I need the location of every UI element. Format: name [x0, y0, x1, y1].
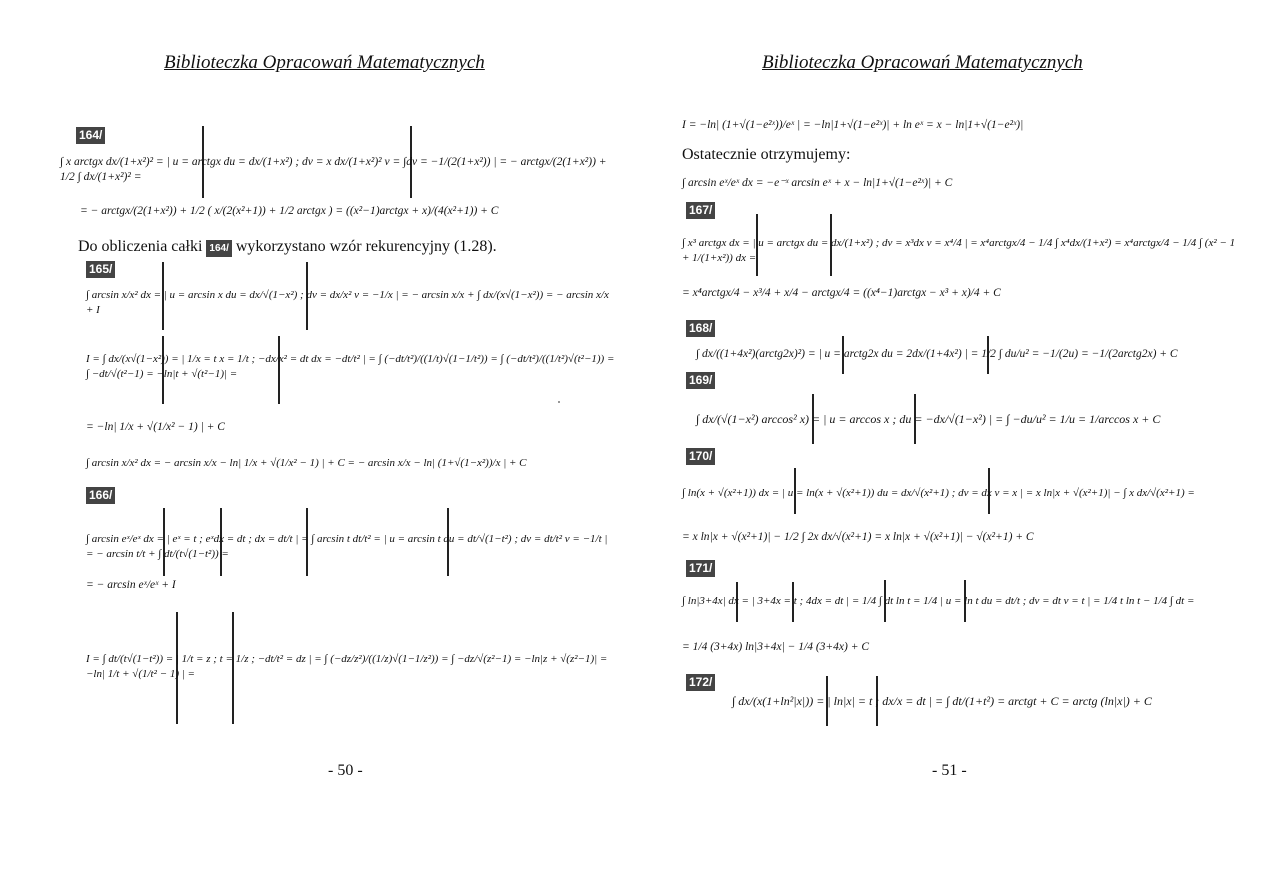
problem-number-badge: 165/: [86, 261, 115, 278]
equation-line: ∫ arcsin eˣ/eˣ dx = | eˣ = t ; eˣdx = dt ; dx = dt/t | = ∫ arcsin t dt/t² = | u = arcsin t du = dt/√(1−t²) ; dv = dt/t² v = −1/t | = − arcsin t/t + ∫ dt/(t√(1−t²)) =: [86, 533, 608, 560]
equation-line: ∫ x arctgx dx/(1+x²)² = | u = arctgx du = dx/(1+x²) ; dv = x dx/(1+x²)² v = ∫dv = −1/(2(1+x²)) | = − arctgx/(2(1+x²)) + 1/2 ∫ dx/(1+x²)² =: [60, 156, 607, 183]
problem-reference-badge: 164/: [206, 240, 231, 257]
page-header: Biblioteczka Opracowań Matematycznych: [164, 52, 485, 73]
problem-number-badge: 170/: [686, 448, 715, 465]
problem-number-badge: 169/: [686, 372, 715, 389]
problem-number-badge: 167/: [686, 202, 715, 219]
explanation-text: [78, 238, 497, 257]
equation-line: I = ∫ dx/(x√(1−x²)) = | 1/x = t x = 1/t ; −dx/x² = dt dx = −dt/t² | = ∫ (−dt/t²)/((1/t)√(1−1/t²)) = ∫ (−dt/t²)/((1/t²)√(t²−1)) = ∫ −dt/√(t²−1) = −ln|t + √(t²−1)| =: [86, 353, 615, 380]
equation-line: ∫ x³ arctgx dx = | u = arctgx du = dx/(1+x²) ; dv = x³dx v = x⁴/4 | = x⁴arctgx/4 − 1/4 ∫ x⁴dx/(1+x²) = x⁴arctgx/4 − 1/4 ∫ (x² − 1 + 1/(1+x²)) dx =: [682, 237, 1236, 264]
equation-line: ∫ ln|3+4x| dx = | 3+4x = t ; 4dx = dt | = 1/4 ∫ dt ln t = 1/4 | u = ln t du = dt/t ; dv = dt v = t | = 1/4 t ln t − 1/4 ∫ dt =: [682, 595, 1195, 607]
problem-number-badge: 166/: [86, 487, 115, 504]
problem-number-badge: 168/: [686, 320, 715, 337]
page-number: - 50 -: [328, 762, 363, 779]
equation-line: = −ln| 1/x + √(1/x² − 1) | + C: [86, 421, 225, 433]
equation-line: ∫ dx/((1+4x²)(arctg2x)²) = | u = arctg2x du = 2dx/(1+4x²) | = 1/2 ∫ du/u² = −1/(2u) = −1/(2arctg2x) + C: [696, 348, 1178, 360]
equation-line: = x ln|x + √(x²+1)| − 1/2 ∫ 2x dx/√(x²+1) = x ln|x + √(x²+1)| − √(x²+1) + C: [682, 531, 1034, 543]
explanation-text: Ostatecznie otrzymujemy:: [682, 146, 851, 163]
equation-line: I = ∫ dt/(t√(1−t²)) = | 1/t = z ; t = 1/z ; −dt/t² = dz | = ∫ (−dz/z²)/((1/z)√(1−1/z²)) = ∫ −dz/√(z²−1) = −ln|z + √(z²−1)| = −ln| 1/t + √(1/t² − 1) | =: [86, 653, 608, 680]
equation-line: ∫ dx/(√(1−x²) arccos² x) = | u = arccos x ; du = −dx/√(1−x²) | = ∫ −du/u² = 1/u = 1/arccos x + C: [696, 412, 1161, 426]
note-tail-text: wykorzystano wzór rekurencyjny (1.28).: [235, 238, 497, 255]
note-text: Do obliczenia całki: [78, 238, 203, 255]
problem-number-badge: 164/: [76, 127, 105, 144]
equation-line: = x⁴arctgx/4 − x³/4 + x/4 − arctgx/4 = ((x⁴−1)arctgx − x³ + x)/4 + C: [682, 287, 1001, 299]
page-header: Biblioteczka Opracowań Matematycznych: [762, 52, 1083, 73]
equation-line: = 1/4 (3+4x) ln|3+4x| − 1/4 (3+4x) + C: [682, 641, 870, 653]
equation-line: ∫ ln(x + √(x²+1)) dx = | u = ln(x + √(x²+1)) du = dx/√(x²+1) ; dv = dx v = x | = x ln|x + √(x²+1)| − ∫ x dx/√(x²+1) =: [682, 487, 1195, 499]
equation-line: ∫ arcsin eˣ/eˣ dx = −e⁻ˣ arcsin eˣ + x − ln|1+√(1−e²ˣ)| + C: [682, 177, 953, 189]
problem-number-badge: 172/: [686, 674, 715, 691]
equation-line: ∫ arcsin x/x² dx = − arcsin x/x − ln| 1/x + √(1/x² − 1) | + C = − arcsin x/x − ln| (1+√(1−x²))/x | + C: [86, 457, 527, 469]
equation-line: = − arcsin eˣ/eˣ + I: [86, 579, 176, 591]
equation-line: I = −ln| (1+√(1−e²ˣ))/eˣ | = −ln|1+√(1−e²ˣ)| + ln eˣ = x − ln|1+√(1−e²ˣ)|: [682, 119, 1024, 131]
right-page: [632, 0, 1263, 893]
scan-speck: [558, 401, 560, 403]
equation-line: ∫ arcsin x/x² dx = | u = arcsin x du = dx/√(1−x²) ; dv = dx/x² v = −1/x | = − arcsin x/x + ∫ dx/(x√(1−x²)) = − arcsin x/x + I: [86, 289, 609, 316]
equation-line: ∫ dx/(x(1+ln²|x|)) = | ln|x| = t ; dx/x = dt | = ∫ dt/(1+t²) = arctgt + C = arctg (ln|x|) + C: [732, 694, 1152, 708]
page-number: - 51 -: [932, 762, 967, 779]
problem-number-badge: 171/: [686, 560, 715, 577]
equation-line: = − arctgx/(2(1+x²)) + 1/2 ( x/(2(x²+1)) + 1/2 arctgx ) = ((x²−1)arctgx + x)/(4(x²+1)) + C: [80, 205, 499, 217]
